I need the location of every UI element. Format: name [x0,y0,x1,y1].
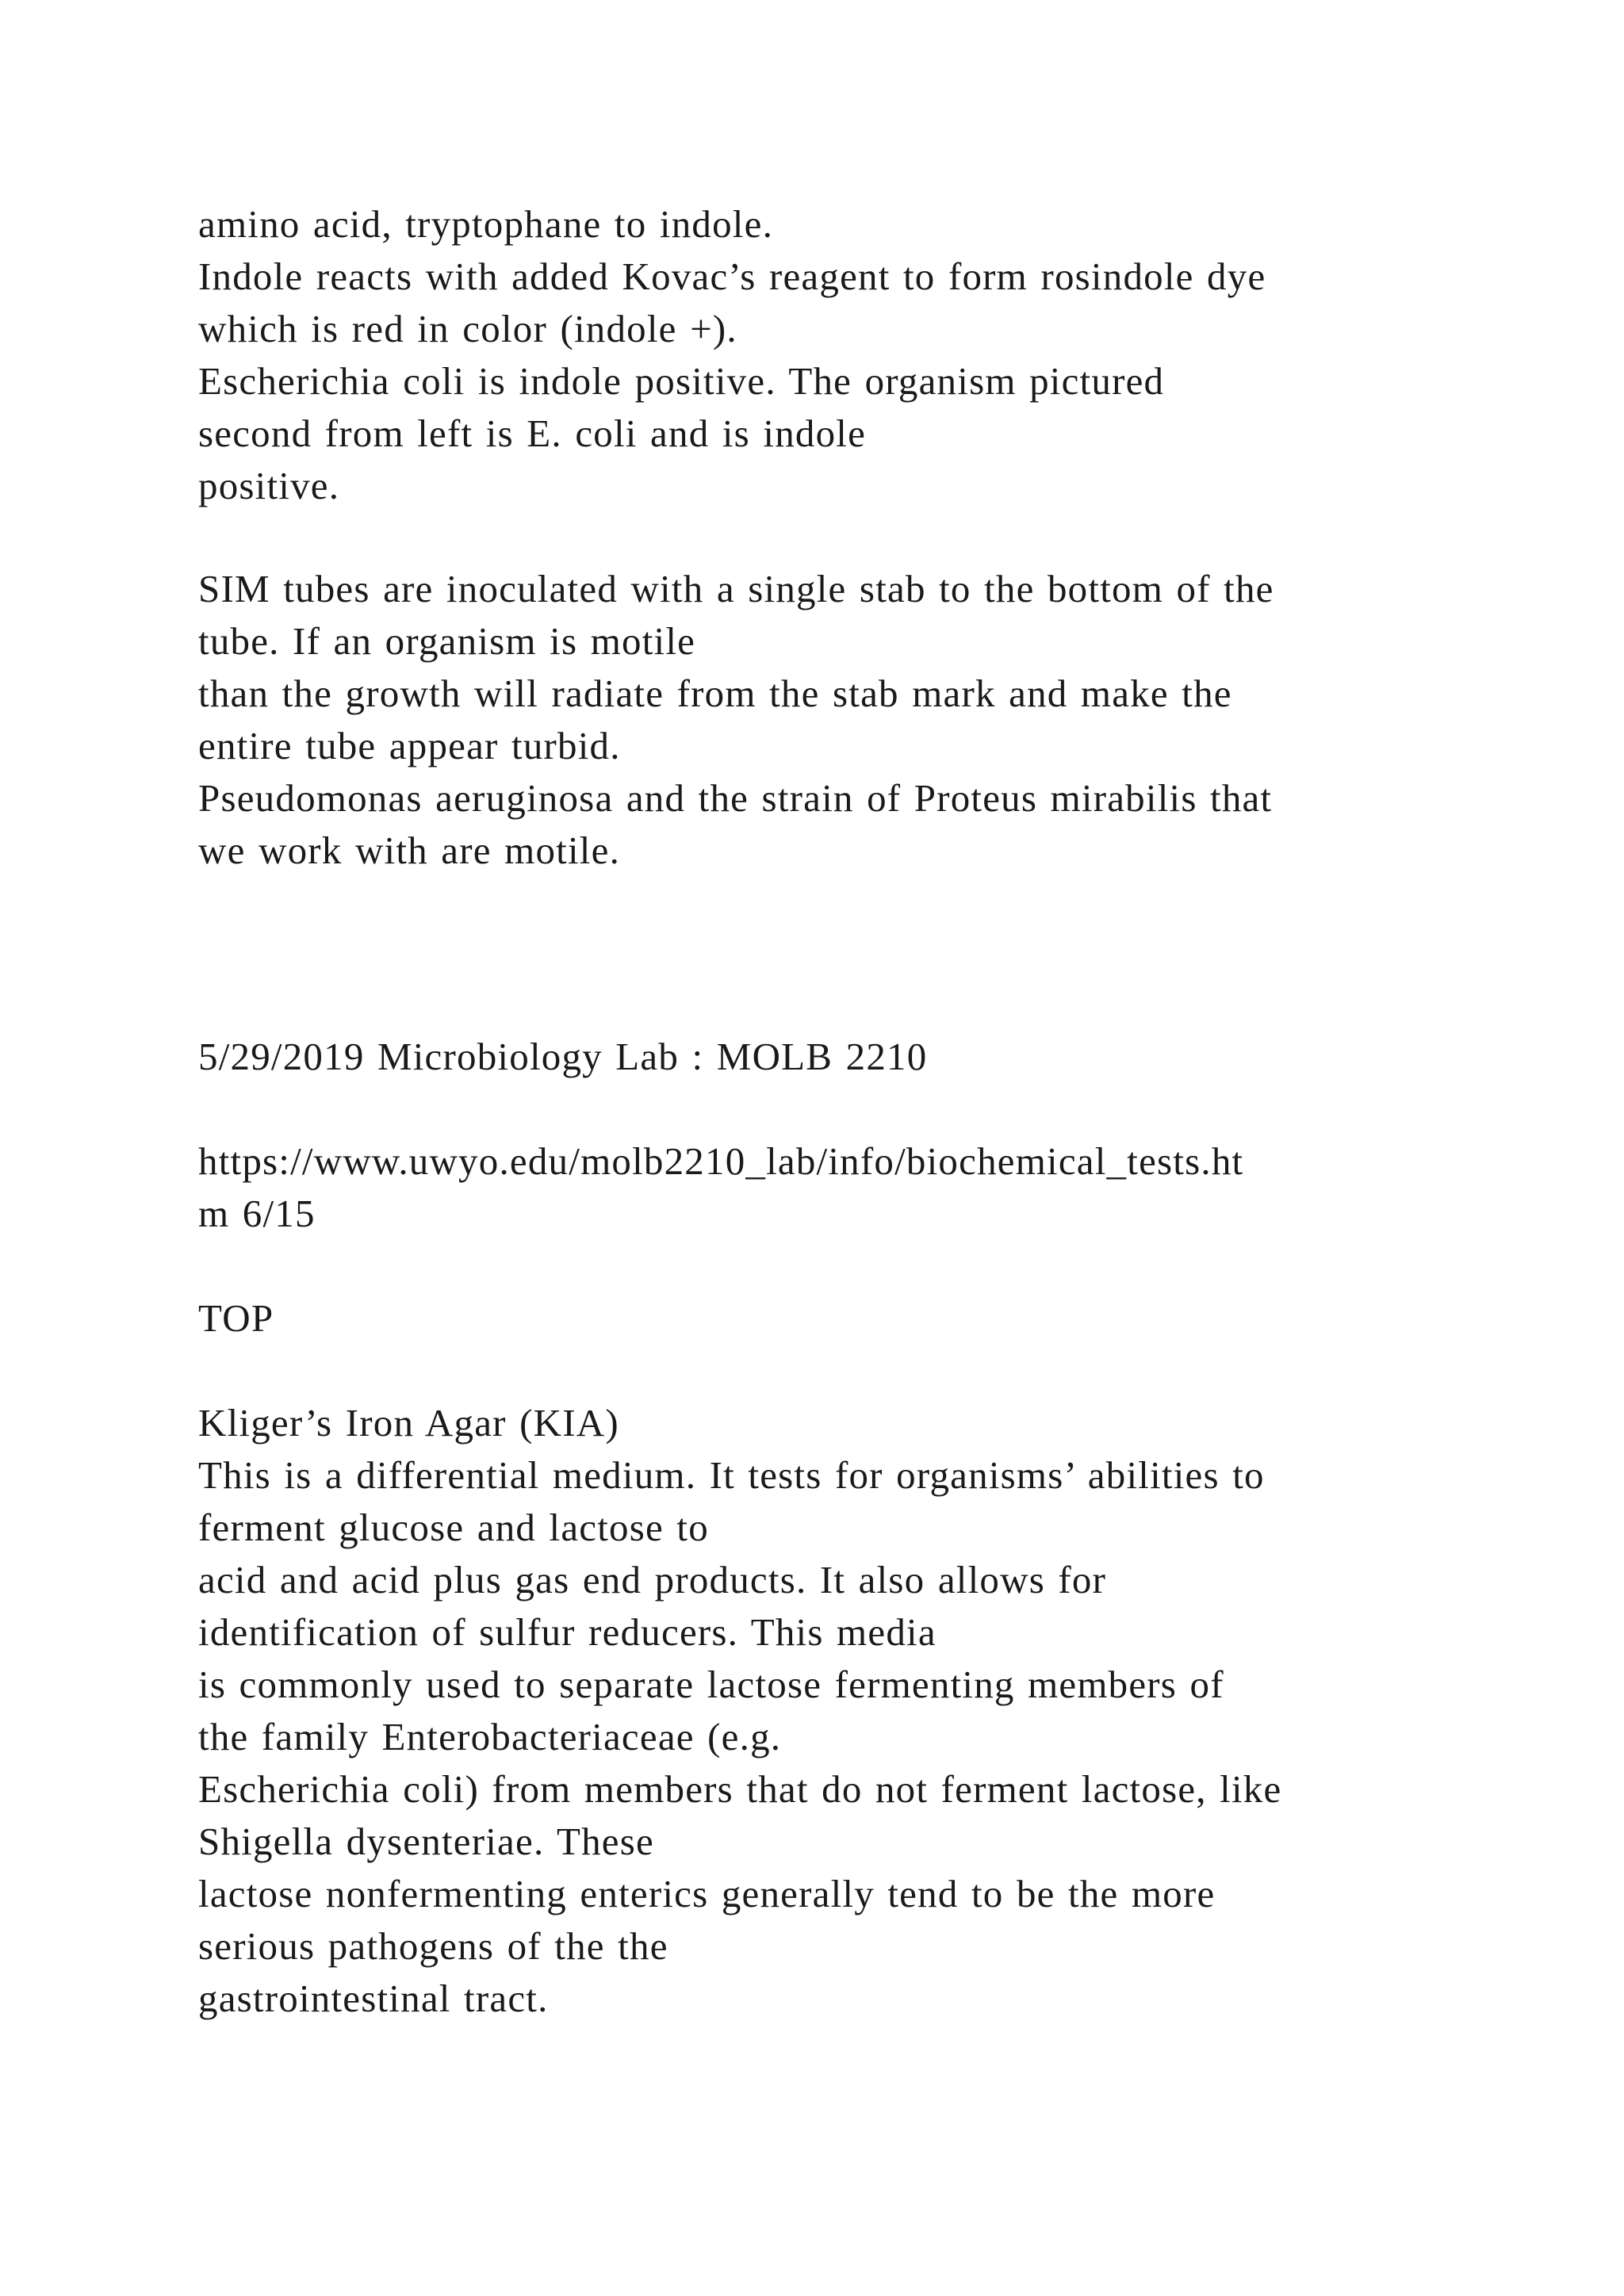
kia-section [198,1397,1435,2025]
text-line: This is a differential medium. It tests for organisms’ abilities to [198,1453,1265,1497]
footer-url-line: https://www.uwyo.edu/molb2210_lab/info/biochemical_tests.ht [198,1139,1244,1183]
print-footer-url [198,1135,1435,1240]
text-line: Escherichia coli) from members that do not ferment lactose, like [198,1767,1282,1811]
text-line: SIM tubes are inoculated with a single stab to the bottom of the [198,567,1274,610]
text-line: than the growth will radiate from the stab mark and make the [198,672,1232,715]
text-line: the family Enterobacteriaceae (e.g. [198,1715,782,1758]
text-line: tube. If an organism is motile [198,619,696,663]
print-footer-title [198,1031,1435,1083]
text-line: we work with are motile. [198,828,621,872]
text-line: acid and acid plus gas end products. It also allows for [198,1558,1107,1601]
top-link-block [198,1292,1435,1345]
text-line: lactose nonfermenting enterics generally tend to be the more [198,1872,1216,1915]
text-line: Pseudomonas aeruginosa and the strain of Proteus mirabilis that [198,776,1273,820]
text-line: amino acid, tryptophane to indole. [198,202,774,246]
text-line: gastrointestinal tract. [198,1976,549,2020]
footer-page-number: m 6/15 [198,1192,316,1235]
indole-test-paragraph [198,198,1435,512]
text-line: second from left is E. coli and is indole [198,411,867,455]
sim-motility-paragraph [198,563,1435,877]
text-line: entire tube appear turbid. [198,724,621,767]
text-line: which is red in color (indole +). [198,307,737,350]
section-heading: Kliger’s Iron Agar (KIA) [198,1401,619,1445]
text-line: is commonly used to separate lactose fermenting members of [198,1663,1224,1706]
text-line: serious pathogens of the the [198,1924,668,1968]
text-line: Shigella dysenteriae. These [198,1820,654,1863]
text-line: Escherichia coli is indole positive. The organism pictured [198,359,1165,403]
top-link[interactable]: TOP [198,1296,274,1340]
text-line: identification of sulfur reducers. This media [198,1610,936,1654]
text-line: Indole reacts with added Kovac’s reagent to form rosindole dye [198,254,1266,298]
footer-date-title: 5/29/2019 Microbiology Lab : MOLB 2210 [198,1035,928,1078]
text-line: positive. [198,464,340,507]
text-line: ferment glucose and lactose to [198,1506,709,1549]
